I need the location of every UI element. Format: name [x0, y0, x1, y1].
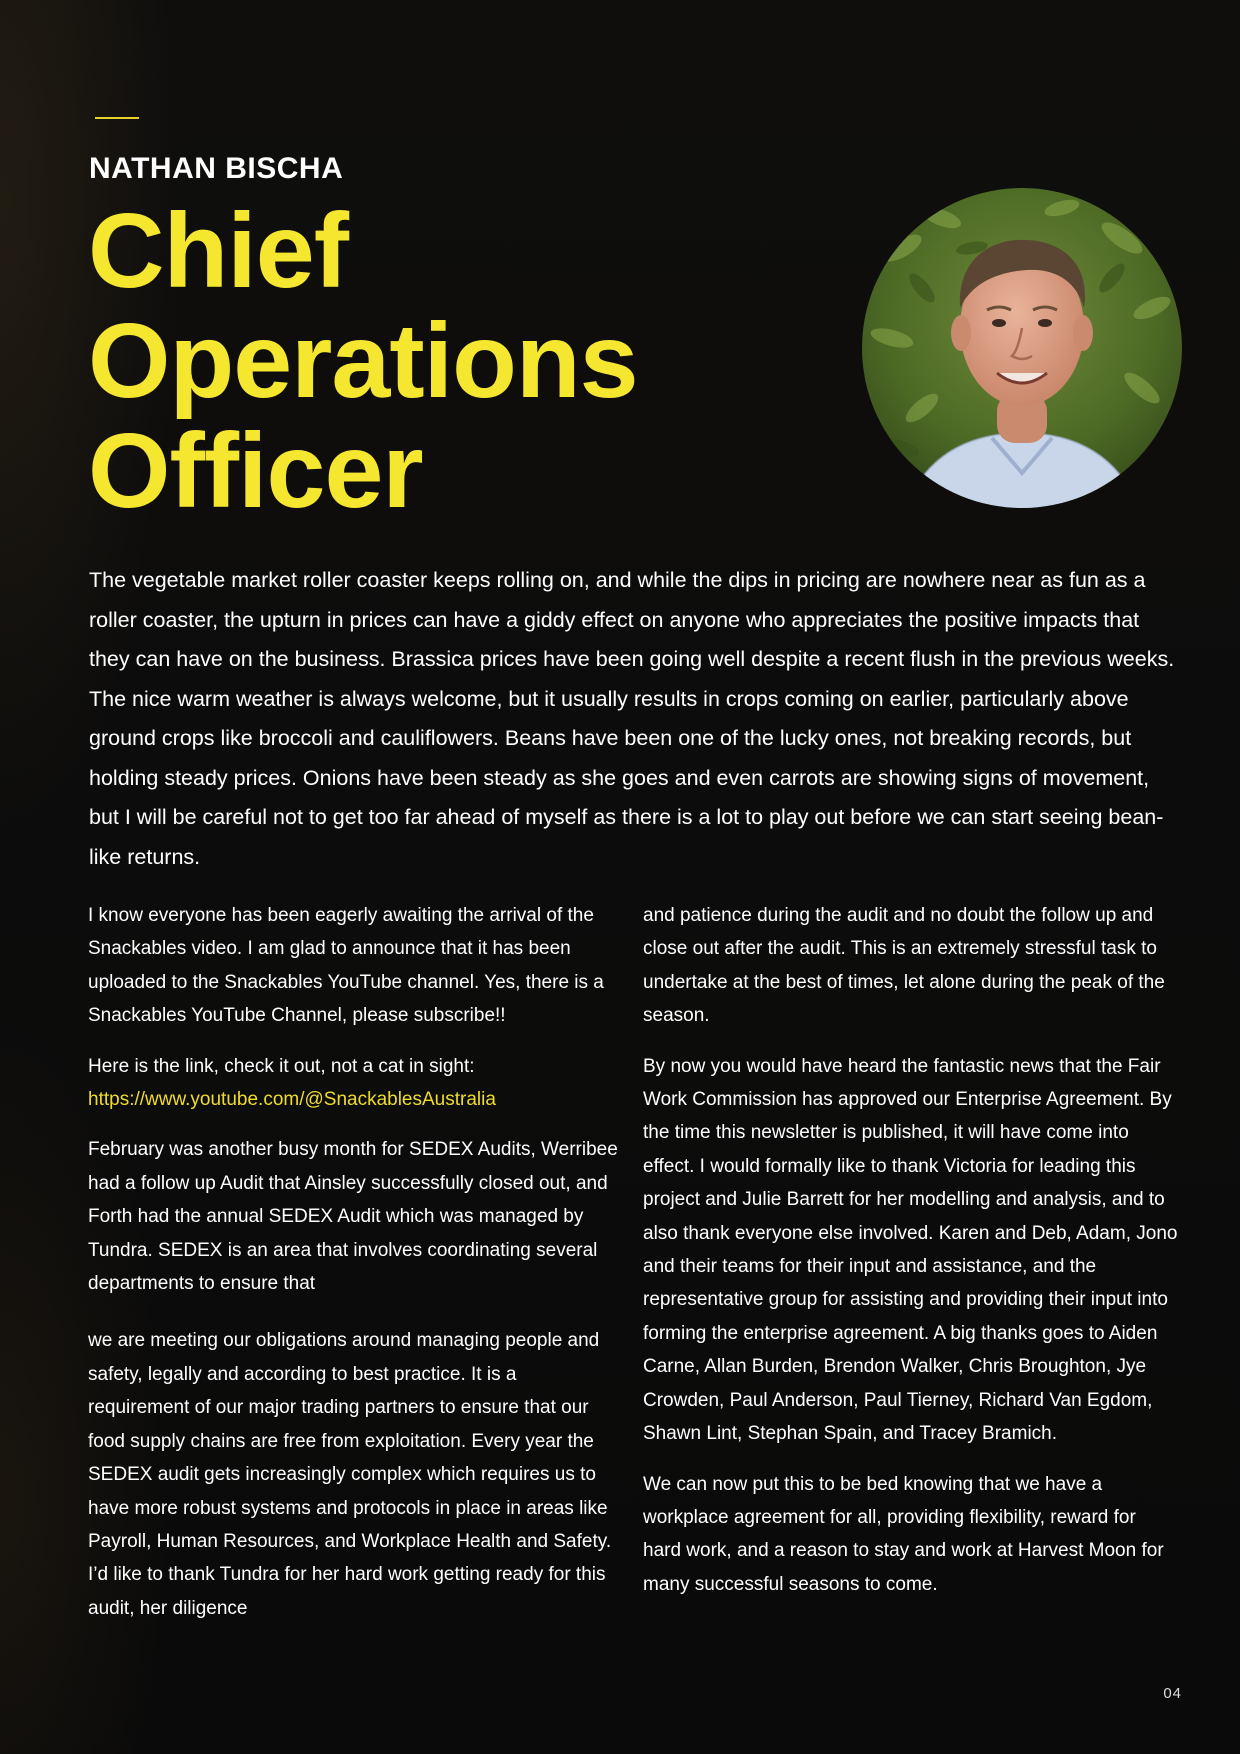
- left-paragraph-4: we are meeting our obligations around managing people and safety, legally and according to best practice. It is a requirement of our major trading partners to ensure that our food supply chains are free from exploitation. Every year the SEDEX audit gets increasingly complex which requires us to have more robust systems and protocols in place in areas like Payroll, Human Resources, and Workplace Health and Safety. I’d like to thank Tundra for her hard work getting ready for this audit, her diligence: [88, 1330, 612, 1619]
- right-paragraph-3: We can now put this to be bed knowing that we have a workplace agreement for all, providing flexibility, reward for hard work, and a reason to stay and work at Harvest Moon for many successful seasons to come.: [643, 1473, 1164, 1595]
- accent-divider: [95, 117, 139, 119]
- portrait-photo: [862, 188, 1182, 508]
- link-intro-text: Here is the link, check it out, not a cat in sight:: [88, 1055, 475, 1077]
- role-title-line-2: Operations: [88, 302, 638, 420]
- role-title: [88, 192, 768, 530]
- role-title-line-3: Officer: [88, 412, 423, 530]
- left-paragraph-3: February was another busy month for SEDEX Audits, Werribee had a follow up Audit that Ainsley successfully closed out, and Forth had the annual SEDEX Audit which was managed by Tundra. SEDEX is an area that involves coordinating several departments to ensure that: [88, 1139, 618, 1295]
- right-column: [643, 899, 1178, 1642]
- left-column: [88, 899, 618, 1642]
- role-title-line-1: Chief: [88, 192, 348, 310]
- left-paragraph-1: I know everyone has been eagerly awaiting the arrival of the Snackables video. I am glad to announce that it has been uploaded to the Snackables YouTube channel. Yes, there is a Snackables YouTube Channel, please subscribe!!: [88, 905, 604, 1027]
- portrait-photo-icon: [862, 188, 1182, 508]
- page-number: 04: [1163, 1685, 1182, 1702]
- left-paragraph-2: [88, 1050, 618, 1117]
- author-name: NATHAN BISCHA: [89, 152, 344, 185]
- right-paragraph-1: and patience during the audit and no doubt the follow up and close out after the audit. This is an extremely stressful task to undertake at the best of times, let alone during the peak of the season.: [643, 905, 1165, 1027]
- article-columns: [88, 899, 1178, 1642]
- intro-paragraph: The vegetable market roller coaster keeps rolling on, and while the dips in pricing are nowhere near as fun as a roller coaster, the upturn in prices can have a giddy effect on anyone who appreciates the positive impacts that they can have on the business. Brassica prices have been going well despite a recent flush in the previous weeks. The nice warm weather is always welcome, but it usually results in crops coming on earlier, particularly above ground crops like broccoli and cauliflowers. Beans have been one of the lucky ones, not breaking records, but holding steady prices. Onions have been steady as she goes and even carrots are showing signs of movement, but I will be careful not to get too far ahead of myself as there is a lot to play out before we can start seeing bean-like returns.: [89, 568, 1175, 869]
- youtube-channel-link[interactable]: https://www.youtube.com/@SnackablesAustralia: [88, 1089, 496, 1111]
- right-paragraph-2: By now you would have heard the fantastic news that the Fair Work Commission has approved our Enterprise Agreement. By the time this newsletter is published, it will have come into effect. I would formally like to thank Victoria for leading this project and Julie Barrett for her modelling and analysis, and to also thank everyone else involved. Karen and Deb, Adam, Jono and their teams for their input and assistance, and the representative group for assisting and providing their input into forming the enterprise agreement. A big thanks goes to Aiden Carne, Allan Burden, Brendon Walker, Chris Broughton, Jye Crowden, Paul Anderson, Paul Tierney, Richard Van Egdom, Shawn Lint, Stephan Spain, and Tracey Bramich.: [643, 1055, 1178, 1445]
